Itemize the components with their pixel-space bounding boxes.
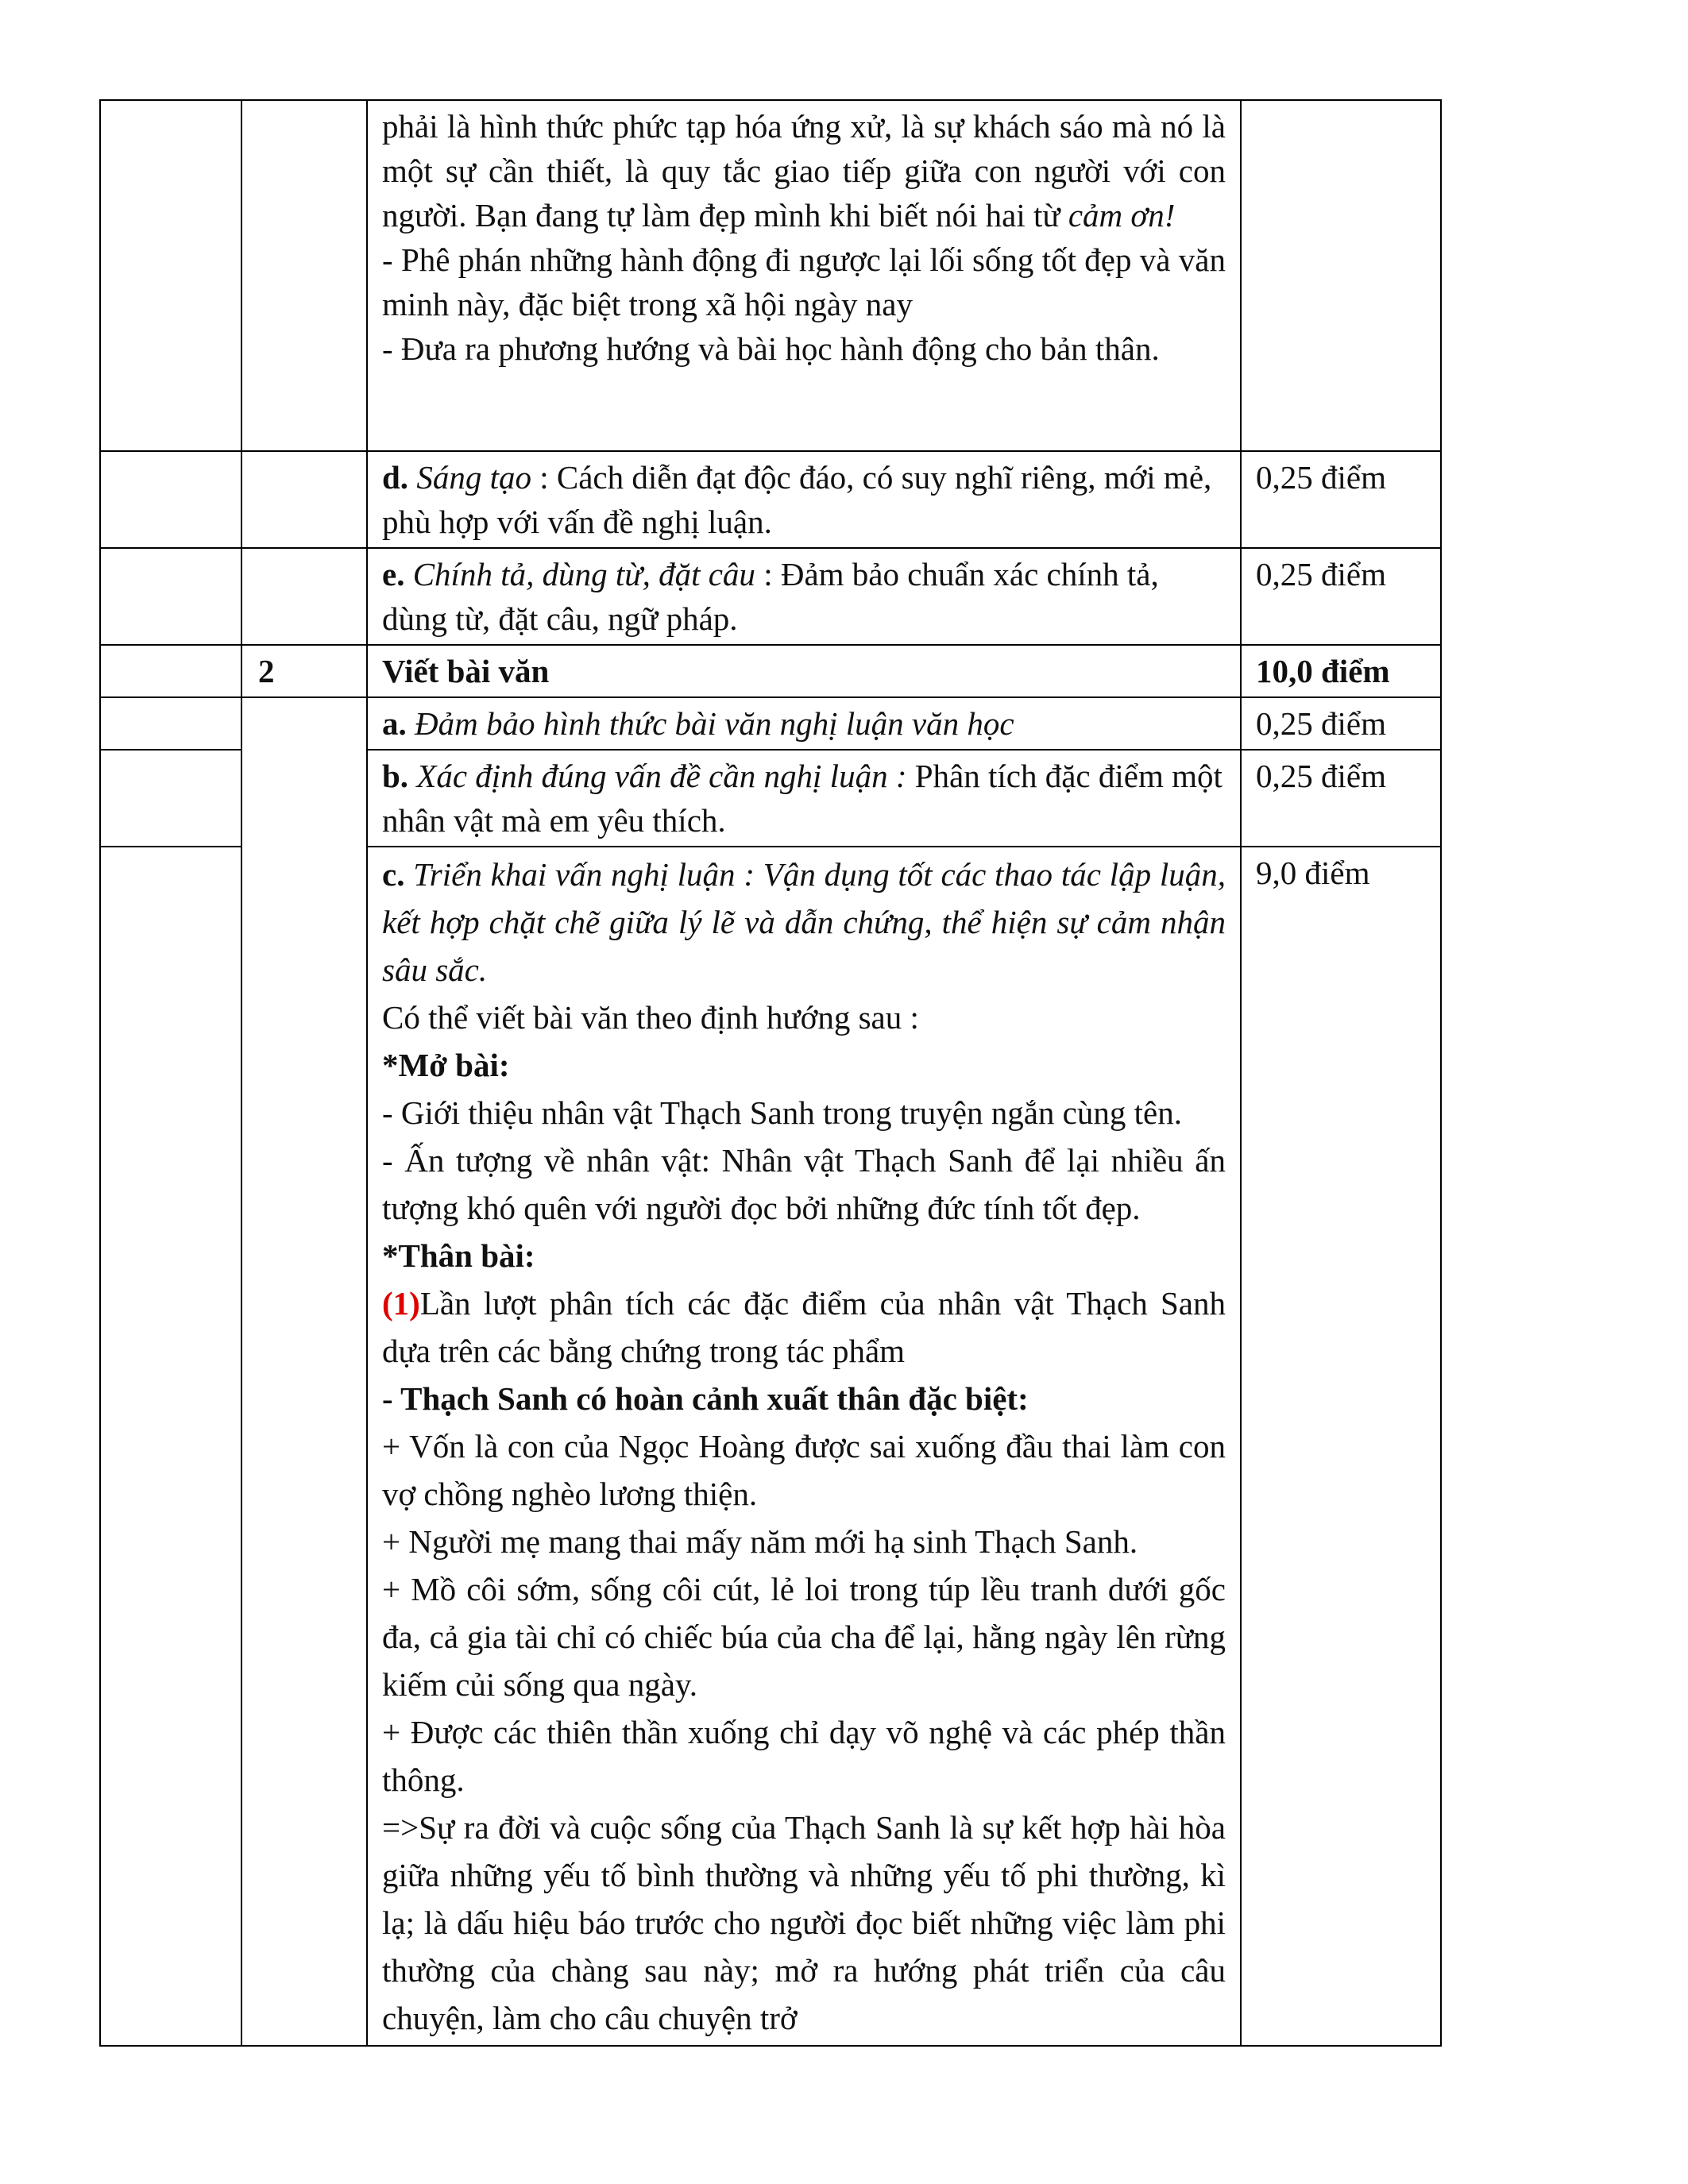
empty-cell — [241, 451, 367, 548]
list-item: + Vốn là con của Ngọc Hoàng được sai xuống đầu thai làm con vợ chồng nghèo lương thiện. — [382, 1428, 1226, 1512]
empty-cell — [241, 100, 367, 451]
guidance-intro: Có thể viết bài văn theo định hướng sau : — [382, 999, 919, 1036]
empty-cell — [100, 847, 241, 2046]
criterion-title: Đảm bảo hình thức bài văn nghị luận văn học — [415, 705, 1014, 742]
score-value: 0,25 điểm — [1256, 705, 1386, 742]
empty-cell — [100, 645, 241, 697]
empty-cell — [100, 697, 241, 750]
conclusion-paragraph: =>Sự ra đời và cuộc sống của Thạch Sanh là sự kết hợp hài hòa giữa những yếu tố bình thường và những yếu tố phi thường, kì lạ; là dấu hiệu báo trước cho người đọc biết những việc làm phi thường của chàng sau này; mở ra hướng phát triển của câu chuyện, làm cho câu chuyện trở — [382, 1809, 1226, 2036]
table-row — [100, 645, 1441, 697]
score-cell — [1241, 750, 1441, 847]
table-row — [100, 697, 1441, 750]
question-number: 2 — [258, 653, 275, 689]
empty-cell — [100, 548, 241, 645]
criterion-title: Triển khai vấn nghị luận : Vận dụng tốt các thao tác lập luận, kết hợp chặt chẽ giữa lý lẽ và dẫn chứng, thể hiện sự cảm nhận sâu sắc. — [382, 856, 1226, 988]
score-value: 0,25 điểm — [1256, 556, 1386, 592]
criticism-paragraph: - Phê phán những hành động đi ngược lại lối sống tốt đẹp và văn minh này, đặc biệt trong xã hội ngày nay — [382, 241, 1226, 322]
empty-cell — [241, 697, 367, 2046]
step-marker: (1) — [382, 1285, 420, 1322]
criterion-label: a. — [382, 705, 407, 742]
grading-table — [99, 99, 1442, 2047]
empty-cell — [100, 451, 241, 548]
table-row — [100, 100, 1441, 451]
body-subheading: - Thạch Sanh có hoàn cảnh xuất thân đặc biệt: — [382, 1380, 1029, 1417]
criterion-c-cell — [367, 847, 1241, 2046]
empty-cell — [100, 750, 241, 847]
criterion-label: c. — [382, 856, 405, 893]
table-row — [100, 451, 1441, 548]
criterion-title: Xác định đúng vấn đề cần nghị luận : — [416, 758, 907, 794]
score-value: 0,25 điểm — [1256, 459, 1386, 496]
section-title-cell — [367, 645, 1241, 697]
score-value: 0,25 điểm — [1256, 758, 1386, 794]
empty-cell — [241, 548, 367, 645]
criterion-label: e. — [382, 556, 405, 592]
criterion-title: Chính tả, dùng từ, đặt câu — [412, 556, 755, 592]
criterion-label: b. — [382, 758, 409, 794]
list-item: + Được các thiên thần xuống chỉ dạy võ nghệ và các phép thần thông. — [382, 1714, 1226, 1798]
intro-paragraph — [382, 104, 1226, 237]
section-title: Viết bài văn — [382, 653, 550, 689]
score-cell — [1241, 645, 1441, 697]
criterion-e-cell — [367, 548, 1241, 645]
content-cell — [367, 100, 1241, 451]
score-cell — [1241, 697, 1441, 750]
criterion-text: Phân tích đặc điểm một nhân vật mà em yêu thích. — [382, 758, 1223, 839]
opening-heading: *Mở bài: — [382, 1047, 510, 1083]
criterion-a-cell — [367, 697, 1241, 750]
body-heading: *Thân bài: — [382, 1237, 535, 1274]
criterion-d-cell — [367, 451, 1241, 548]
body-point: Lần lượt phân tích các đặc điểm của nhân vật Thạch Sanh dựa trên các bằng chứng trong tác phẩm — [382, 1285, 1226, 1369]
score-cell — [1241, 548, 1441, 645]
criterion-title: Sáng tạo — [416, 459, 531, 496]
criterion-label: d. — [382, 459, 409, 496]
opening-point: - Ấn tượng về nhân vật: Nhân vật Thạch Sanh để lại nhiều ấn tượng khó quên với người đọc bởi những đức tính tốt đẹp. — [382, 1142, 1226, 1226]
table-row — [100, 548, 1441, 645]
score-cell — [1241, 847, 1441, 2046]
criterion-b-cell — [367, 750, 1241, 847]
question-number-cell — [241, 645, 367, 697]
list-item: + Mồ côi sớm, sống côi cút, lẻ loi trong túp lều tranh dưới gốc đa, cả gia tài chỉ có chiếc búa của cha để lại, hằng ngày lên rừng kiếm củi sống qua ngày. — [382, 1571, 1226, 1703]
score-cell — [1241, 100, 1441, 451]
total-score: 10,0 điểm — [1256, 653, 1390, 689]
score-value: 9,0 điểm — [1256, 855, 1370, 891]
lesson-paragraph: - Đưa ra phương hướng và bài học hành động cho bản thân. — [382, 330, 1160, 367]
criterion-text: : Đảm bảo chuẩn xác chính tả, dùng từ, đặt câu, ngữ pháp. — [382, 556, 1159, 637]
criterion-text: : Cách diễn đạt độc đáo, có suy nghĩ riêng, mới mẻ, phù hợp với vấn đề nghị luận. — [382, 459, 1212, 540]
empty-cell — [100, 100, 241, 451]
text: phải là hình thức phức tạp hóa ứng xử, là sự khách sáo mà nó là một sự cần thiết, là quy tắc giao tiếp giữa con người với con người. Bạn đang tự làm đẹp mình khi biết nói hai từ — [382, 108, 1226, 233]
text-italic: cảm ơn! — [1068, 197, 1176, 233]
score-cell — [1241, 451, 1441, 548]
opening-point: - Giới thiệu nhân vật Thạch Sanh trong truyện ngắn cùng tên. — [382, 1094, 1182, 1131]
list-item: + Người mẹ mang thai mấy năm mới hạ sinh Thạch Sanh. — [382, 1523, 1138, 1560]
